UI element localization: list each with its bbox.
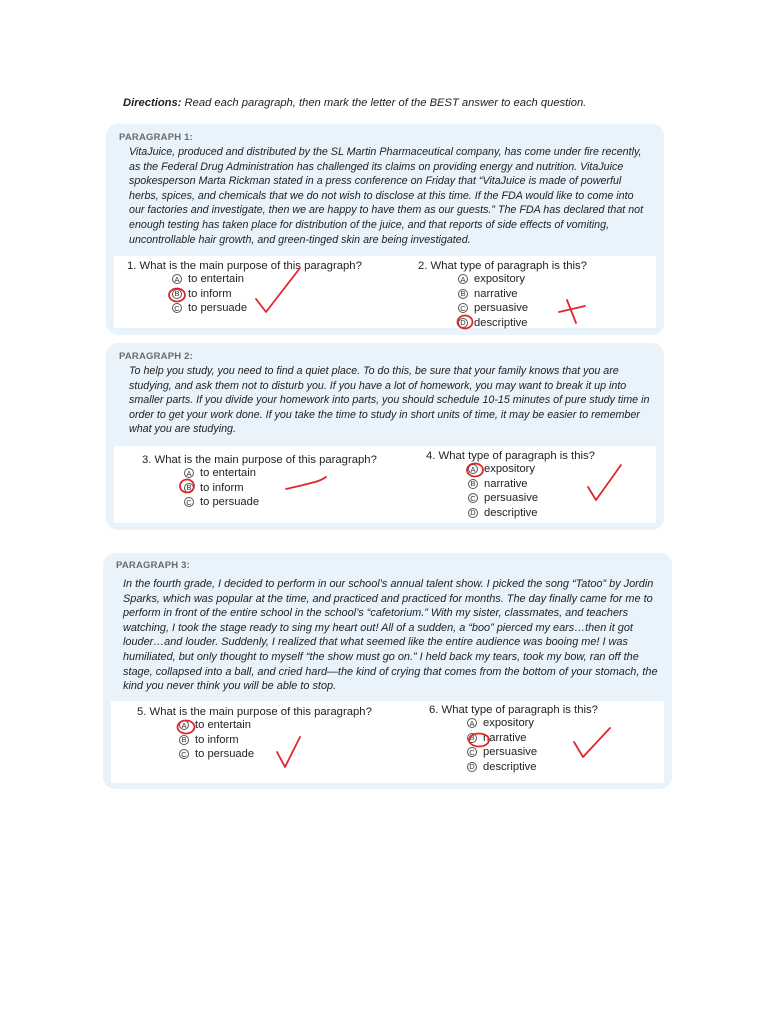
q2-option-b-label: narrative <box>474 287 518 300</box>
q4-option-a[interactable] <box>468 462 595 477</box>
question-3 <box>142 454 377 510</box>
q4-option-c-label: persuasive <box>484 492 539 505</box>
q1-option-a[interactable] <box>172 272 362 287</box>
paragraph-2-question-area <box>114 446 656 523</box>
question-2-text: 2. What type of paragraph is this? <box>418 260 587 272</box>
q2-option-a[interactable] <box>458 272 587 287</box>
q1-option-c-label: to persuade <box>188 302 248 315</box>
q5-option-a-letter: A <box>179 720 189 730</box>
q4-option-a-label: expository <box>484 463 535 476</box>
q5-option-b[interactable] <box>179 733 372 748</box>
q1-option-c[interactable] <box>172 301 362 316</box>
q2-option-d[interactable] <box>458 316 587 331</box>
paragraph-3-panel <box>103 553 672 789</box>
paragraph-1-panel <box>106 124 664 335</box>
q4-option-a-letter: A <box>468 464 478 474</box>
q2-option-a-label: expository <box>474 273 525 286</box>
q6-option-c-label: persuasive <box>483 746 538 759</box>
q6-option-b[interactable] <box>467 731 598 746</box>
q5-option-a[interactable] <box>179 718 372 733</box>
paragraph-2-text: To help you study, you need to find a quiet place. To do this, be sure that your family knows that you are studying, and ask them not to disturb you. If you have a lot of homework, you may want to break it up into smaller parts. If you divide your homework into parts, you should schedule 10-15 minutes of pure study time in order to get your work done. If you take the time to study in short units of time, it may be easier to remember what you are studying. <box>129 365 650 436</box>
q2-option-c[interactable] <box>458 301 587 316</box>
question-6 <box>429 704 598 774</box>
question-1 <box>127 260 362 316</box>
q4-option-c-letter: C <box>468 493 478 503</box>
paragraph-3-text: In the fourth grade, I decided to perform in our school’s annual talent show. I picked the song “Tatoo” by Jordin Sparks, which was popular at the time, and practiced and practiced for months. The day finally came for me to perform in front of the entire school in the school’s “cafetorium.” With my sister, classmates, and teachers watching, I took the stage ready to sing my heart out! All of a sudden, a “boo” pierced my ears…then it got louder…and louder. Suddenly, I realized that what seemed like the entire audience was booing me! I was humiliated, but only thought to myself “the show must go on.” I held back my tears, took my bow, ran off the stage, collapsed into a ball, and cried hard—the kind of crying that comes from the bottom of your stomach, the kind you never think you will be able to stop. <box>123 578 658 693</box>
paragraph-1-heading: PARAGRAPH 1: <box>119 132 194 143</box>
paragraph-3-question-area <box>111 701 664 783</box>
question-2 <box>418 260 587 330</box>
q4-option-d-label: descriptive <box>484 507 538 520</box>
q1-option-a-letter: A <box>172 274 182 284</box>
question-5-text: 5. What is the main purpose of this paragraph? <box>137 706 372 718</box>
q4-option-c[interactable] <box>468 491 595 506</box>
q5-option-b-label: to inform <box>195 733 239 746</box>
q3-option-b-label: to inform <box>200 481 244 494</box>
q4-option-d[interactable] <box>468 506 595 521</box>
q6-option-a-label: expository <box>483 717 534 730</box>
q4-option-d-letter: D <box>468 508 478 518</box>
question-1-text: 1. What is the main purpose of this paragraph? <box>127 260 362 272</box>
q1-option-c-letter: C <box>172 303 182 313</box>
q2-option-d-label: descriptive <box>474 317 528 330</box>
q1-option-b[interactable] <box>172 287 362 302</box>
q1-option-a-label: to entertain <box>188 273 244 286</box>
paragraph-2-panel <box>106 343 664 530</box>
q2-option-c-label: persuasive <box>474 302 529 315</box>
question-4-text: 4. What type of paragraph is this? <box>426 450 595 462</box>
q4-option-b-letter: B <box>468 479 478 489</box>
q2-option-a-letter: A <box>458 274 468 284</box>
question-4 <box>426 450 595 520</box>
q5-option-c-letter: C <box>179 749 189 759</box>
q6-option-d-letter: D <box>467 762 477 772</box>
q6-option-c-letter: C <box>467 747 477 757</box>
q2-option-b[interactable] <box>458 287 587 302</box>
question-6-text: 6. What type of paragraph is this? <box>429 704 598 716</box>
question-5 <box>137 706 372 762</box>
q6-option-a-letter: A <box>467 718 477 728</box>
q1-option-b-label: to inform <box>188 287 232 300</box>
directions-text: Read each paragraph, then mark the letter of the BEST answer to each question. <box>181 97 587 109</box>
q3-option-b-letter: B <box>184 483 194 493</box>
q1-option-b-letter: B <box>172 289 182 299</box>
q3-option-a-letter: A <box>184 468 194 478</box>
q3-option-b[interactable] <box>184 481 377 496</box>
q6-option-d-label: descriptive <box>483 761 537 774</box>
paragraph-1-question-area <box>114 256 656 328</box>
q5-option-a-label: to entertain <box>195 719 251 732</box>
q5-option-b-letter: B <box>179 735 189 745</box>
q2-option-b-letter: B <box>458 289 468 299</box>
q3-option-c-letter: C <box>184 497 194 507</box>
q3-option-c[interactable] <box>184 495 377 510</box>
directions-label: Directions: <box>123 97 182 109</box>
q6-option-d[interactable] <box>467 760 598 775</box>
paragraph-1-text: VitaJuice, produced and distributed by the SL Martin Pharmaceutical company, has come under fire recently, as the Federal Drug Administration has challenged its claims on providing energy and nutrition. VitaJuice spokesperson Marta Rickman stated in a press conference on Friday that “VitaJuice is made of powerful herbs, spices, and chemicals that we do not wish to disclose at this time. If the FDA would like to come into our factories and investigate, then we are happy to have them as our guests.” The FDA has declared that not enough testing has taken place for distribution of the juice, and that reports of side effects of vomiting, uncontrollable hair growth, and green-tinged skin are being investigated. <box>129 146 644 246</box>
q6-option-a[interactable] <box>467 716 598 731</box>
q3-option-c-label: to persuade <box>200 496 260 509</box>
q5-option-c-label: to persuade <box>195 748 255 761</box>
q5-option-c[interactable] <box>179 747 372 762</box>
q6-option-b-label: narrative <box>483 731 527 744</box>
q6-option-b-letter: B <box>467 733 477 743</box>
q3-option-a-label: to entertain <box>200 467 256 480</box>
q3-option-a[interactable] <box>184 466 377 481</box>
q4-option-b-label: narrative <box>484 477 528 490</box>
paragraph-3-heading: PARAGRAPH 3: <box>116 560 191 571</box>
q2-option-d-letter: D <box>458 318 468 328</box>
q2-option-c-letter: C <box>458 303 468 313</box>
directions <box>123 97 683 109</box>
q6-option-c[interactable] <box>467 745 598 760</box>
question-3-text: 3. What is the main purpose of this paragraph? <box>142 454 377 466</box>
paragraph-2-heading: PARAGRAPH 2: <box>119 351 194 362</box>
q4-option-b[interactable] <box>468 477 595 492</box>
